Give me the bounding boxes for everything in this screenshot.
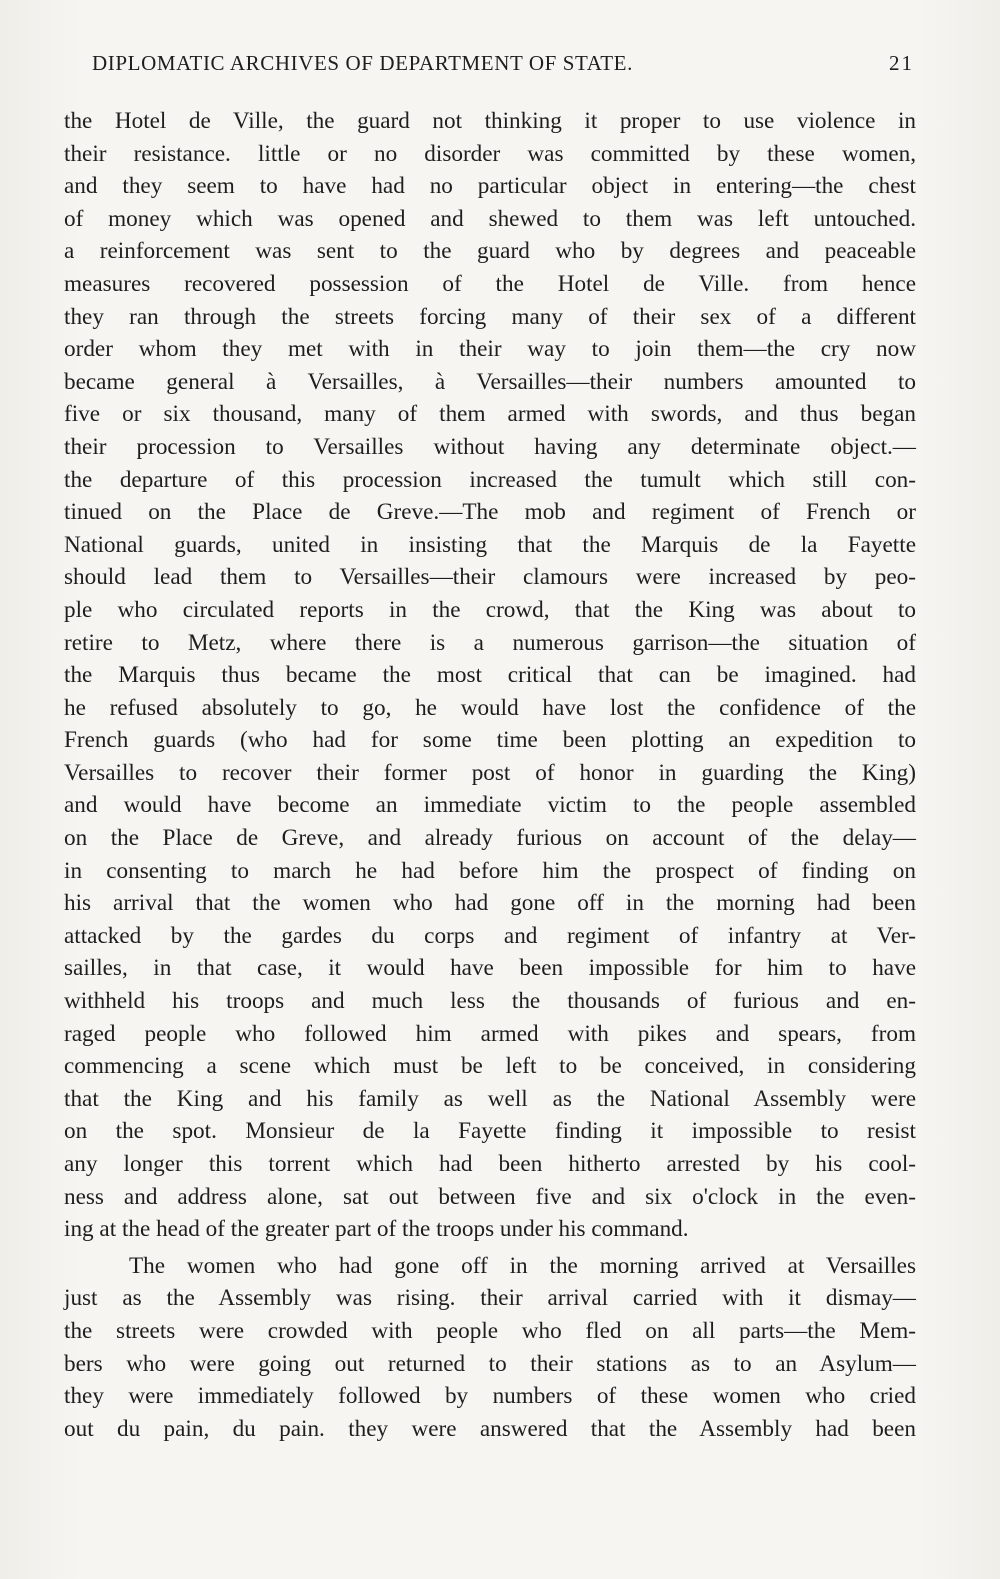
text-line: that the King and his family as well as the National Assembly were	[64, 1085, 916, 1112]
paragraph	[64, 105, 916, 1246]
text-line: they were immediately followed by numbers of these women who cried	[64, 1383, 916, 1410]
text-line: raged people who followed him armed with pikes and spears, from	[64, 1020, 916, 1047]
text-line: they ran through the streets forcing many of their sex of a different	[64, 303, 916, 330]
text-line: withheld his troops and much less the thousands of furious and en-	[64, 988, 916, 1015]
text-line: retire to Metz, where there is a numerous garrison—the situation of	[64, 629, 916, 656]
paragraph	[64, 1250, 916, 1446]
text-line: The women who had gone off in the morning arrived at Versailles	[129, 1252, 916, 1279]
text-line: the Hotel de Ville, the guard not thinking it proper to use violence in	[64, 108, 916, 134]
text-line: a reinforcement was sent to the guard who by degrees and peaceable	[64, 238, 916, 265]
running-header-title: DIPLOMATIC ARCHIVES OF DEPARTMENT OF STATE.	[92, 51, 633, 75]
text-line: attacked by the gardes du corps and regiment of infantry at Ver-	[64, 922, 916, 949]
text-line: of money which was opened and shewed to them was left untouched.	[64, 205, 916, 232]
text-line: bers who were going out returned to their stations as to an Asylum—	[64, 1350, 916, 1377]
text-line: their procession to Versailles without having any determinate object.—	[64, 433, 916, 460]
text-line: on the spot. Monsieur de la Fayette finding it impossible to resist	[64, 1118, 916, 1145]
text-line: out du pain, du pain. they were answered that the Assembly had been	[64, 1415, 916, 1442]
text-line: tinued on the Place de Greve.—The mob and regiment of French or	[64, 499, 916, 526]
text-line: on the Place de Greve, and already furious on account of the delay—	[64, 825, 916, 852]
text-line: the Marquis thus became the most critical that can be imagined. had	[64, 662, 916, 689]
text-line: measures recovered possession of the Hotel de Ville. from hence	[64, 270, 916, 297]
text-line: French guards (who had for some time been plotting an expedition to	[64, 727, 916, 754]
text-line: Versailles to recover their former post of honor in guarding the King)	[64, 759, 916, 786]
text-line: he refused absolutely to go, he would have lost the confidence of the	[64, 694, 916, 721]
text-line: and they seem to have had no particular object in entering—the chest	[64, 173, 916, 200]
text-line: should lead them to Versailles—their clamours were increased by peo-	[64, 564, 916, 591]
text-line: became general à Versailles, à Versailles—their numbers amounted to	[64, 368, 916, 395]
text-line: ness and address alone, sat out between five and six o'clock in the even-	[64, 1183, 916, 1210]
page-number: 21	[889, 51, 914, 75]
text-line: order whom they met with in their way to join them—the cry now	[64, 336, 916, 363]
text-line: just as the Assembly was rising. their arrival carried with it dismay—	[64, 1285, 916, 1312]
text-line: five or six thousand, many of them armed with swords, and thus began	[64, 401, 916, 428]
text-line: and would have become an immediate victim to the people assembled	[64, 792, 916, 819]
body-text	[64, 105, 916, 1445]
text-line: the departure of this procession increased the tumult which still con-	[64, 466, 916, 493]
text-line: sailles, in that case, it would have been impossible for him to have	[64, 955, 916, 982]
text-line: ple who circulated reports in the crowd, that the King was about to	[64, 596, 916, 623]
text-line: his arrival that the women who had gone off in the morning had been	[64, 890, 916, 917]
text-line: commencing a scene which must be left to be conceived, in considering	[64, 1053, 916, 1080]
text-line: ing at the head of the greater part of the troops under his command.	[64, 1216, 689, 1243]
text-line: the streets were crowded with people who fled on all parts—the Mem-	[64, 1317, 916, 1344]
text-line: National guards, united in insisting that the Marquis de la Fayette	[64, 531, 916, 558]
text-line: in consenting to march he had before him the prospect of finding on	[64, 857, 916, 884]
text-line: their resistance. little or no disorder was committed by these women,	[64, 140, 916, 167]
text-line: any longer this torrent which had been hitherto arrested by his cool-	[64, 1151, 916, 1177]
